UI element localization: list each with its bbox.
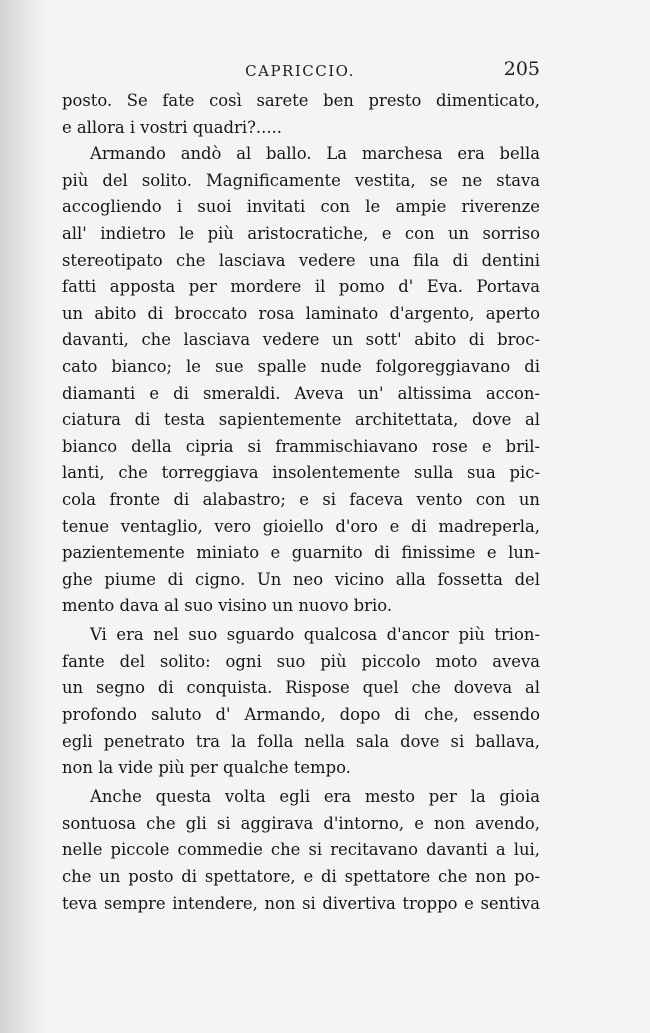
text-line: e allora i vostri quadri?..... [62, 117, 282, 137]
binding-shadow [0, 0, 48, 1033]
text-line: nelle piccole commedie che si recitavano davanti a lui, [62, 840, 540, 860]
paragraph-start-line: Armando andò al ballo. La marchesa era bella [90, 144, 540, 164]
text-line: fante del solito: ogni suo più piccolo moto aveva [62, 651, 540, 671]
text-line: accogliendo i suoi invitati con le ampie riverenze [62, 197, 540, 217]
text-line: egli penetrato tra la folla nella sala dove si ballava, [62, 731, 540, 751]
text-line: più del solito. Magnificamente vestita, se ne stava [62, 170, 540, 190]
text-line: sontuosa che gli si aggirava d'intorno, e non avendo, [62, 813, 540, 833]
text-line: fatti apposta per mordere il pomo d' Eva. Portava [62, 277, 540, 297]
text-line: profondo saluto d' Armando, dopo di che, essendo [62, 705, 540, 725]
text-line: ghe piume di cigno. Un neo vicino alla fossetta del [62, 569, 540, 589]
text-line: non la vide più per qualche tempo. [62, 758, 351, 778]
running-title: CAPRICCIO. [245, 62, 355, 80]
text-line: teva sempre intendere, non si divertiva troppo e sentiva [62, 893, 540, 913]
text-line: ciatura di testa sapientemente architettata, dove al [62, 410, 540, 430]
text-line: un abito di broccato rosa laminato d'argento, aperto [62, 303, 540, 323]
text-line: che un posto di spettatore, e di spettatore che non po- [62, 867, 540, 887]
paragraph-start-line: Vi era nel suo sguardo qualcosa d'ancor più trion- [90, 625, 540, 645]
body-text [62, 88, 540, 917]
text-line: posto. Se fate così sarete ben presto dimenticato, [62, 91, 540, 110]
paragraph-start-line: Anche questa volta egli era mesto per la gioia [90, 787, 540, 807]
text-line: un segno di conquista. Rispose quel che doveva al [62, 678, 540, 698]
text-line: pazientemente miniato e guarnito di finissime e lun- [62, 543, 540, 563]
text-line: cola fronte di alabastro; e si faceva vento con un [62, 489, 540, 509]
text-line: bianco della cipria si frammischiavano rose e bril- [62, 436, 540, 456]
text-line: all' indietro le più aristocratiche, e con un sorriso [62, 223, 540, 243]
text-line: mento dava al suo visino un nuovo brio. [62, 596, 393, 616]
page-header [60, 58, 540, 84]
page-number: 205 [503, 58, 540, 80]
text-line: diamanti e di smeraldi. Aveva un' altissima accon- [62, 383, 540, 403]
text-line: cato bianco; le sue spalle nude folgoreggiavano di [62, 356, 540, 376]
text-line: tenue ventaglio, vero gioiello d'oro e di madreperla, [62, 516, 540, 536]
text-line: lanti, che torreggiava insolentemente sulla sua pic- [62, 463, 540, 483]
text-line: stereotipato che lasciava vedere una fila di dentini [62, 250, 540, 270]
text-line: davanti, che lasciava vedere un sott' abito di broc- [62, 330, 540, 350]
